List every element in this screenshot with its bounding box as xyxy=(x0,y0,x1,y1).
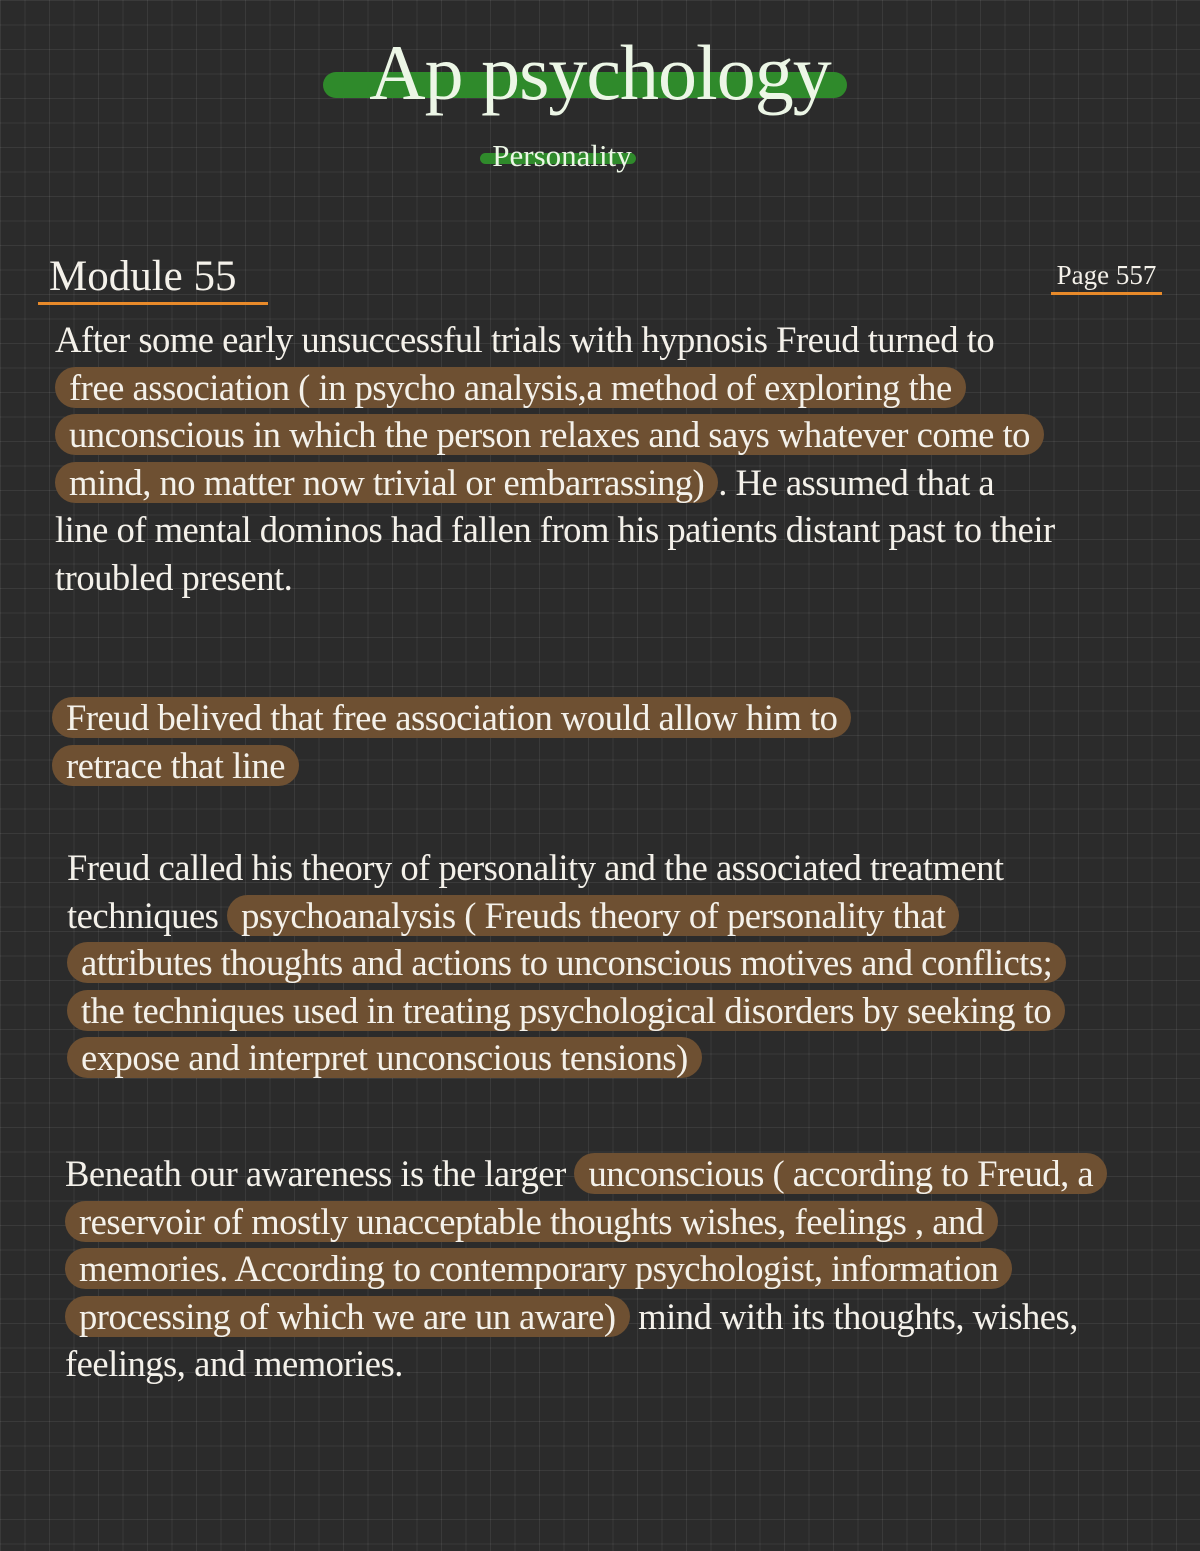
subtitle-area xyxy=(0,138,1124,174)
module-heading: Module 55 xyxy=(38,252,268,305)
paragraph-text: After some early unsuccessful trials with hypnosis Freud turned to xyxy=(55,319,995,360)
title-area xyxy=(0,28,1200,118)
paragraph-text: mind with its thoughts, wishes, feelings, and memories. xyxy=(65,1295,1078,1384)
paragraph-unconscious xyxy=(65,1150,1095,1388)
paragraph-text: . He assumed that a line of mental dominos had fallen from his patients distant past to their troubled present. xyxy=(55,461,1055,598)
page-number: Page 557 xyxy=(1051,258,1162,295)
paragraph-retrace-line xyxy=(52,694,872,789)
highlighted-definition: unconscious ( according to Freud, a reservoir of mostly unacceptable thoughts wishes, feelings , and memories. According to contemporary psychologist, information processing of which we are un aware) xyxy=(65,1153,1107,1337)
highlighted-definition: psychoanalysis ( Freuds theory of personality that attributes thoughts and actions to unconscious motives and conflicts; the techniques used in treating psychological disorders by seeking to expose and interpret unconscious tensions) xyxy=(67,895,1066,1079)
page-title: Ap psychology xyxy=(363,28,836,118)
paragraph-free-association xyxy=(55,316,1055,601)
highlighted-definition: free association ( in psycho analysis,a method of exploring the unconscious in which the person relaxes and says whatever come to mind, no matter now trivial or embarrassing) xyxy=(55,367,1044,503)
paragraph-text: Freud called his theory of personality and the associated treatment techniques xyxy=(67,847,1004,936)
paragraph-psychoanalysis xyxy=(67,844,1057,1082)
highlighted-definition: Freud belived that free association would allow him to retrace that line xyxy=(52,697,851,786)
page-subtitle: Personality xyxy=(492,138,632,173)
paragraph-text: Beneath our awareness is the larger xyxy=(65,1153,566,1194)
